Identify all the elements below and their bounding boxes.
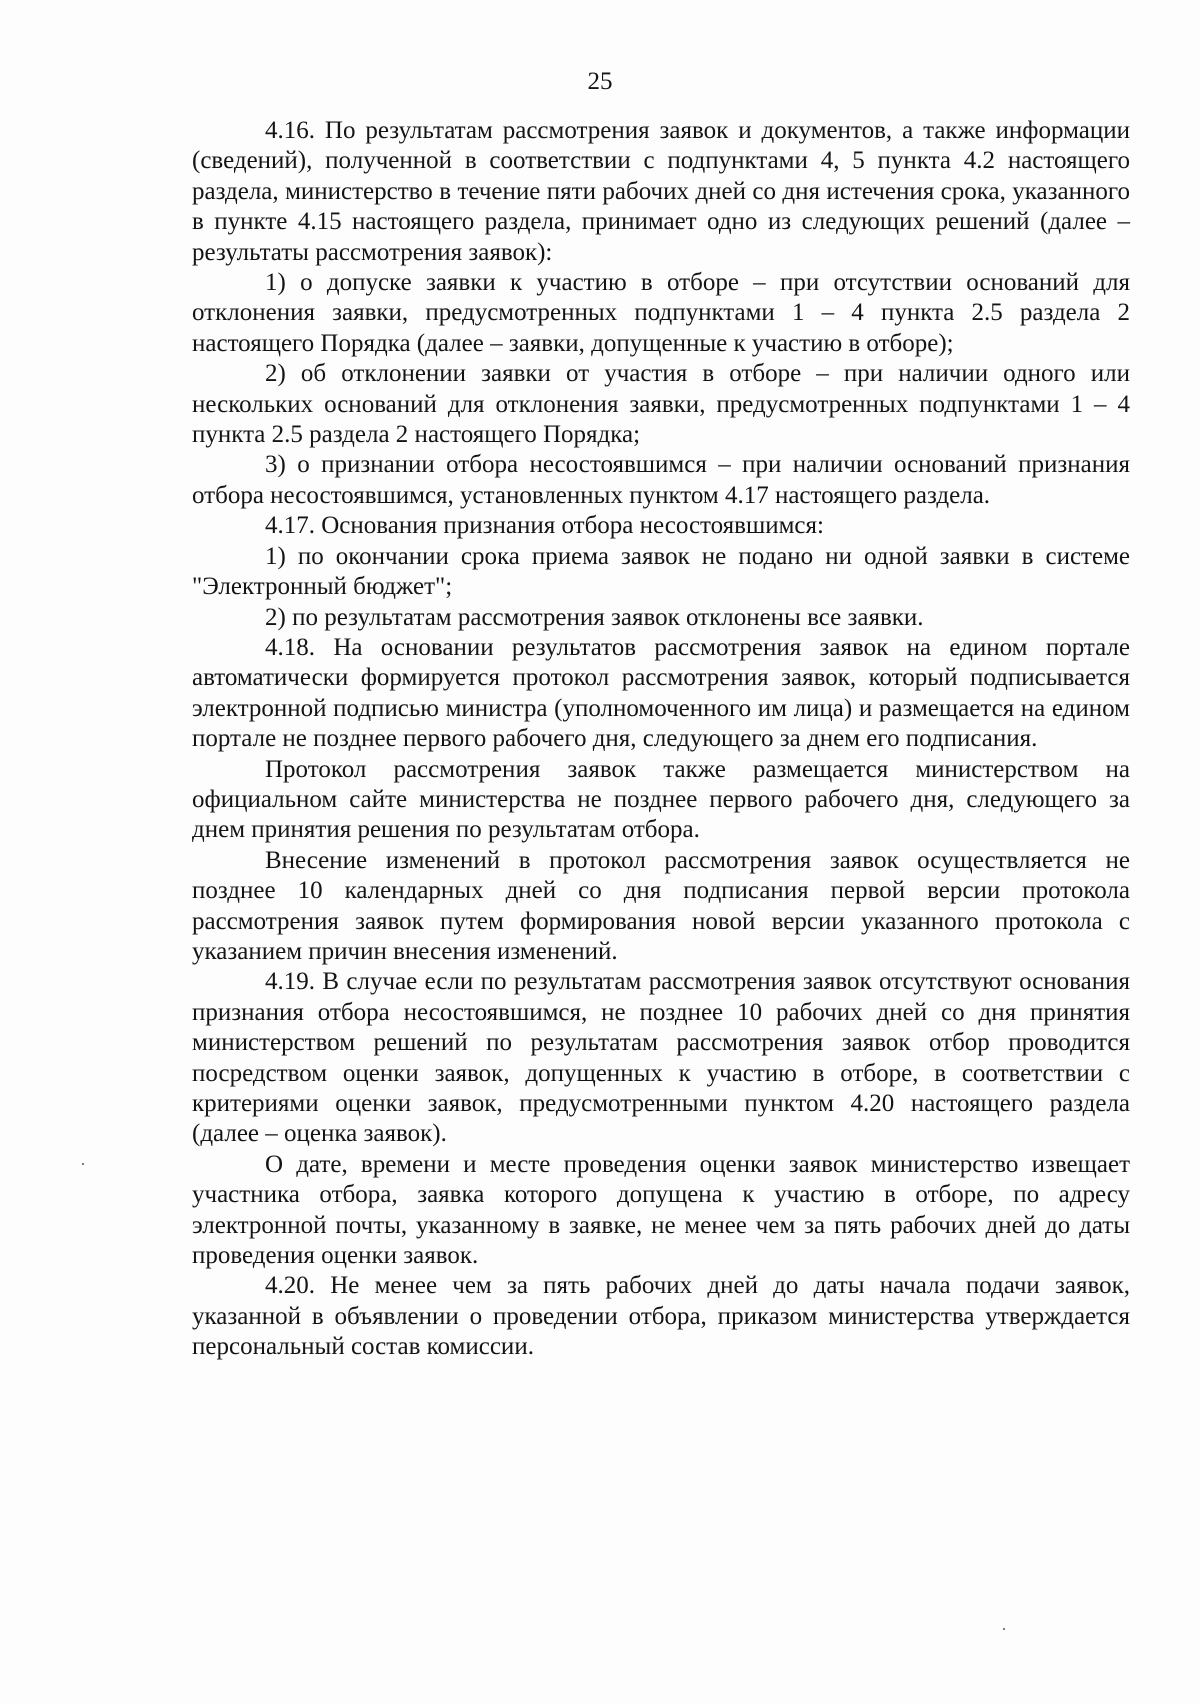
- paragraph-protocol-publication: Протокол рассмотрения заявок также размещается министерством на официальном сайте министерства не позднее первого рабочего дня, следующего за днем принятия решения по результатам отбора.: [192, 755, 1130, 844]
- scan-speck: [1003, 1628, 1005, 1630]
- page-number: 25: [587, 68, 613, 95]
- paragraph-4-17: 4.17. Основания признания отбора несостоявшимся:: [265, 512, 824, 540]
- paragraph-4-17-item-2: 2) по результатам рассмотрения заявок отклонены все заявки.: [265, 603, 924, 631]
- paragraph-4-19: 4.19. В случае если по результатам рассмотрения заявок отсутствуют основания признания отбора несостоявшимся, не позднее 10 рабочих дней со дня принятия министерством решений по результатам рассмотрения заявок отбор проводится посредством оценки заявок, допущенных к участию в отборе, в соответствии с критериями оценки заявок, предусмотренными пунктом 4.20 настоящего раздела (далее – оценка заявок).: [192, 968, 1130, 1148]
- paragraph-protocol-changes: Внесение изменений в протокол рассмотрения заявок осуществляется не позднее 10 календарных дней со дня подписания первой версии протокола рассмотрения заявок путем формирования новой версии указанного протокола с указанием причин внесения изменений.: [192, 846, 1130, 965]
- paragraph-4-17-item-1: 1) по окончании срока приема заявок не подано ни одной заявки в системе "Электронный бюджет";: [192, 542, 1130, 601]
- document-body: [192, 116, 1130, 1363]
- paragraph-4-18: 4.18. На основании результатов рассмотрения заявок на едином портале автоматически формируется протокол рассмотрения заявок, который подписывается электронной подписью министра (уполномоченного им лица) и размещается на едином портале не позднее первого рабочего дня, следующего за днем его подписания.: [192, 633, 1130, 753]
- scan-speck: [82, 1163, 84, 1165]
- paragraph-4-16-item-1: 1) о допуске заявки к участию в отборе – при отсутствии оснований для отклонения заявки, предусмотренных подпунктами 1 – 4 пункта 2.5 раздела 2 настоящего Порядка (далее – заявки, допущенные к участию в отборе);: [192, 269, 1130, 357]
- paragraph-evaluation-notice: О дате, времени и месте проведения оценки заявок министерство извещает участника отбора, заявка которого допущена к участию в отборе, по адресу электронной почты, указанному в заявке, не менее чем за пять рабочих дней до даты проведения оценки заявок.: [192, 1150, 1130, 1270]
- paragraph-4-20: 4.20. Не менее чем за пять рабочих дней до даты начала подачи заявок, указанной в объявлении о проведении отбора, приказом министерства утверждается персональный состав комиссии.: [192, 1272, 1130, 1361]
- paragraph-4-16-item-3: 3) о признании отбора несостоявшимся – при наличии оснований признания отбора несостоявшимся, установленных пунктом 4.17 настоящего раздела.: [192, 451, 1130, 509]
- paragraph-4-16: 4.16. По результатам рассмотрения заявок и документов, а также информации (сведений), полученной в соответствии с подпунктами 4, 5 пункта 4.2 настоящего раздела, министерство в течение пяти рабочих дней со дня истечения срока, указанного в пункте 4.15 настоящего раздела, принимает одно из следующих решений (далее – результаты рассмотрения заявок):: [192, 117, 1130, 266]
- paragraph-4-16-item-2: 2) об отклонении заявки от участия в отборе – при наличии одного или нескольких оснований для отклонения заявки, предусмотренных подпунктами 1 – 4 пункта 2.5 раздела 2 настоящего Порядка;: [192, 360, 1130, 449]
